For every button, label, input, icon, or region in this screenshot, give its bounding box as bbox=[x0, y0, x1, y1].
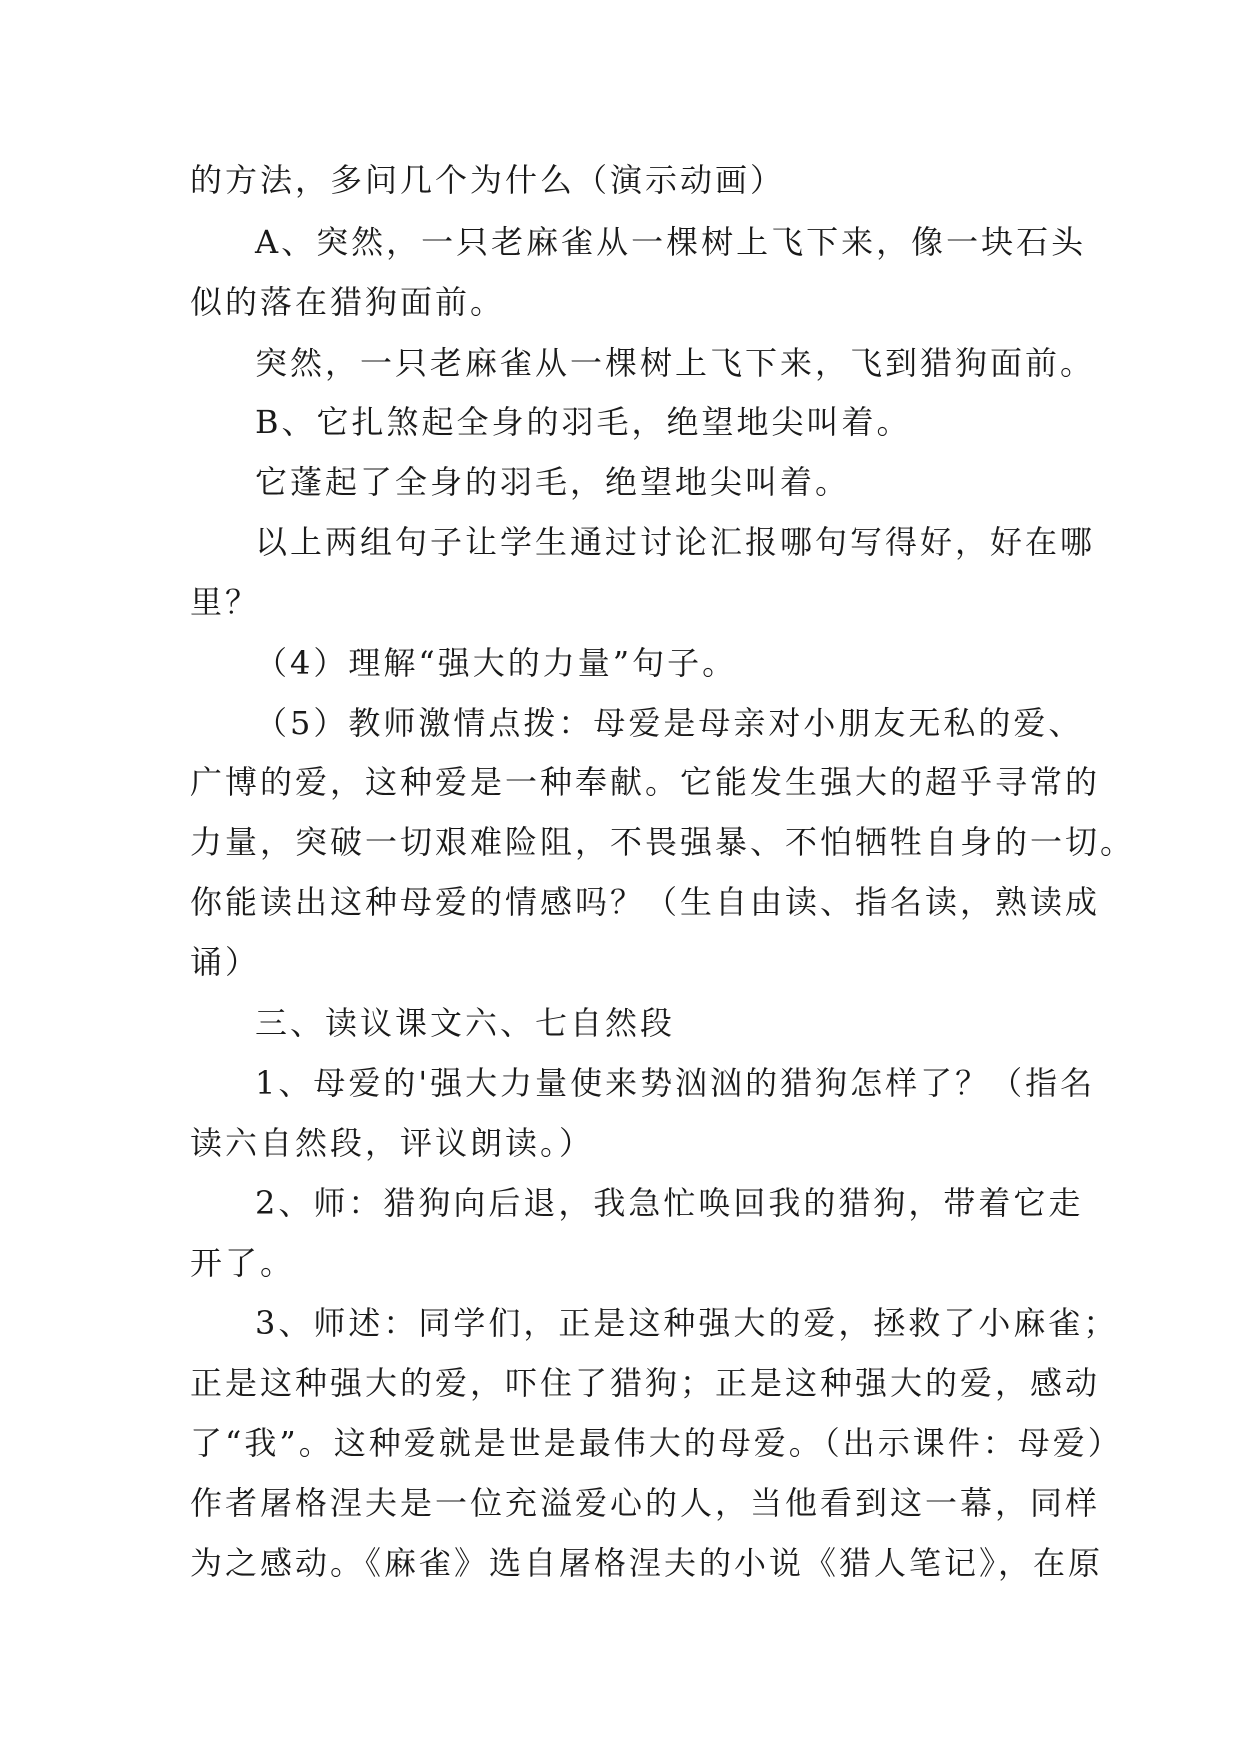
text-line: 1、母爱的'强大力量使来势汹汹的猎狗怎样了？（指名 bbox=[255, 1064, 1096, 1102]
text-line: 你能读出这种母爱的情感吗？（生自由读、指名读，熟读成 bbox=[190, 883, 1101, 921]
text-line: 作者屠格涅夫是一位充溢爱心的人，当他看到这一幕，同样 bbox=[190, 1484, 1101, 1522]
text-line: 里？ bbox=[190, 583, 261, 621]
text-line: 以上两组句子让学生通过讨论汇报哪句写得好，好在哪 bbox=[255, 523, 1096, 561]
text-line: B、它扎煞起全身的羽毛，绝望地尖叫着。 bbox=[255, 403, 912, 441]
text-line: 了“我”。这种爱就是世是最伟大的母爱。（出示课件：母爱） bbox=[190, 1424, 1123, 1462]
text-line: 为之感动。《麻雀》选自屠格涅夫的小说《猎人笔记》，在原 bbox=[190, 1544, 1104, 1582]
text-line: 似的落在猎狗面前。 bbox=[190, 283, 506, 321]
text-line: 广博的爱，这种爱是一种奉献。它能发生强大的超乎寻常的 bbox=[190, 763, 1101, 801]
text-line: 诵） bbox=[190, 943, 261, 981]
text-line: 突然，一只老麻雀从一棵树上飞下来，飞到猎狗面前。 bbox=[255, 344, 1096, 382]
text-line: 开了。 bbox=[190, 1244, 296, 1282]
text-line: 读六自然段，评议朗读。） bbox=[190, 1124, 595, 1162]
text-line: 三、读议课文六、七自然段 bbox=[255, 1004, 676, 1042]
text-line: 2、师：猎狗向后退，我急忙唤回我的猎狗，带着它走 bbox=[255, 1184, 1084, 1222]
text-line: 正是这种强大的爱，吓住了猎狗；正是这种强大的爱，感动 bbox=[190, 1364, 1101, 1402]
text-line: 3、师述：同学们，正是这种强大的爱，拯救了小麻雀； bbox=[255, 1304, 1119, 1342]
text-line: A、突然，一只老麻雀从一棵树上飞下来，像一块石头 bbox=[255, 223, 1087, 261]
text-line: 的方法，多问几个为什么（演示动画） bbox=[190, 161, 786, 199]
text-line: （4）理解“强大的力量”句子。 bbox=[255, 644, 738, 682]
text-line: 它蓬起了全身的羽毛，绝望地尖叫着。 bbox=[255, 463, 851, 501]
text-line: 力量，突破一切艰难险阻，不畏强暴、不怕牺牲自身的一切。 bbox=[190, 823, 1136, 861]
text-line: （5）教师激情点拨：母爱是母亲对小朋友无私的爱、 bbox=[255, 704, 1084, 742]
